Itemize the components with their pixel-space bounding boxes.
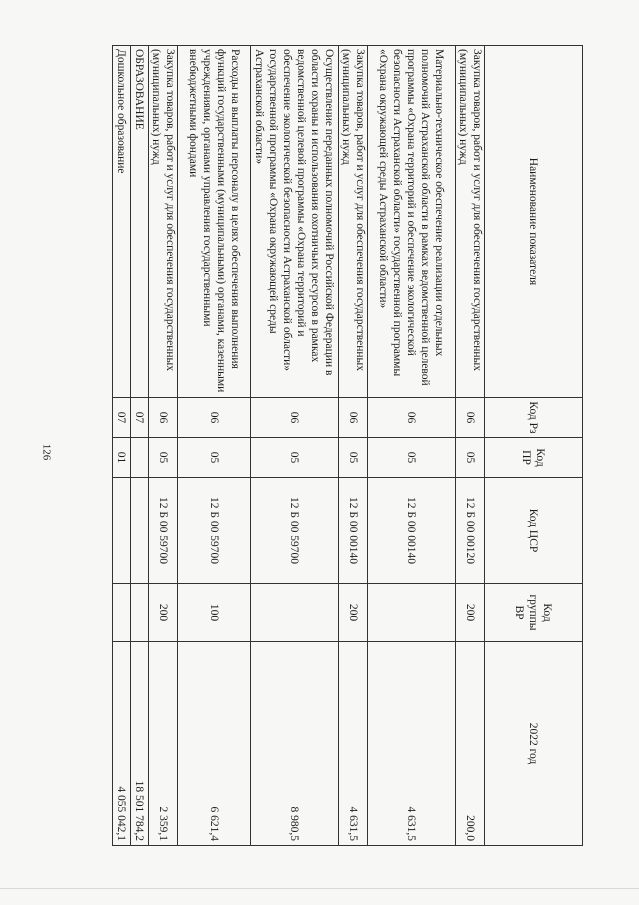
row-rz: 06 [339,398,368,438]
row-rz: 07 [113,398,131,438]
row-vr [251,584,339,642]
page-number: 126 [40,443,53,461]
row-vr: 200 [456,584,485,642]
row-pr: 05 [368,438,456,478]
header-pr: Код ПР [485,438,583,478]
row-csr [113,478,131,584]
header-year: 2022 год [485,642,583,846]
row-name: ОБРАЗОВАНИЕ [131,46,149,398]
row-value: 6 621,4 [178,642,251,846]
row-value: 200,0 [456,642,485,846]
table-row [113,46,131,846]
row-name: Дошкольное образование [113,46,131,398]
header-rz: Код Рз [485,398,583,438]
row-csr: 12 Б 00 59700 [149,478,178,584]
table-row [149,46,178,846]
table-header-row [485,46,583,846]
table-row [251,46,339,846]
header-name: Наименование показателя [485,46,583,398]
row-name: Закупка товаров, работ и услуг для обеспечения государственных (муниципальных) нужд [456,46,485,398]
table-row [339,46,368,846]
row-csr: 12 Б 00 00140 [368,478,456,584]
row-csr: 12 Б 00 59700 [178,478,251,584]
row-csr: 12 Б 00 59700 [251,478,339,584]
row-value: 8 980,5 [251,642,339,846]
row-csr: 12 Б 00 00120 [456,478,485,584]
row-csr: 12 Б 00 00140 [339,478,368,584]
row-pr [131,438,149,478]
row-name: Закупка товаров, работ и услуг для обеспечения государственных (муниципальных) нужд [149,46,178,398]
row-value: 4 631,5 [368,642,456,846]
table-row [178,46,251,846]
row-rz: 06 [456,398,485,438]
row-pr: 05 [339,438,368,478]
row-vr: 200 [149,584,178,642]
row-pr: 05 [251,438,339,478]
header-vr: Код группы ВР [485,584,583,642]
row-rz: 06 [178,398,251,438]
row-vr [368,584,456,642]
row-vr [113,584,131,642]
row-name: Осуществление переданных полномочий Российской Федерации в области охраны и использования охотничьих ресурсов в рамках ведомственной целевой программы «Охрана территорий и обеспечение экологической безопасности Астраханской области» государственной программы «Охрана окружающей среды Астраханской области» [251,46,339,398]
header-csr: Код ЦСР [485,478,583,584]
table-row [131,46,149,846]
row-vr [131,584,149,642]
row-value: 4 631,5 [339,642,368,846]
table-row [368,46,456,846]
row-rz: 06 [251,398,339,438]
row-value: 4 055 042,1 [113,642,131,846]
rotated-table-container [115,45,583,845]
row-value: 2 359,1 [149,642,178,846]
row-pr: 05 [178,438,251,478]
row-vr: 100 [178,584,251,642]
table-row [456,46,485,846]
row-pr: 05 [456,438,485,478]
row-csr [131,478,149,584]
row-rz: 06 [149,398,178,438]
budget-table [112,45,583,846]
row-vr: 200 [339,584,368,642]
row-value: 18 501 784,2 [131,642,149,846]
row-name: Материально-техническое обеспечение реализации отдельных полномочий Астраханской области в рамках ведомственной целевой программы «Охрана территорий и обеспечение экологической безопасности Астраханской области» государственной программы «Охрана окружающей среды Астраханской области» [368,46,456,398]
row-rz: 06 [368,398,456,438]
row-name: Расходы на выплаты персоналу в целях обеспечения выполнения функций государственными (муниципальными) органами, казенными учреждениями, органами управления государственными внебюджетными фондами [178,46,251,398]
row-pr: 01 [113,438,131,478]
page-divider [0,888,639,889]
row-pr: 05 [149,438,178,478]
row-rz: 07 [131,398,149,438]
row-name: Закупка товаров, работ и услуг для обеспечения государственных (муниципальных) нужд [339,46,368,398]
